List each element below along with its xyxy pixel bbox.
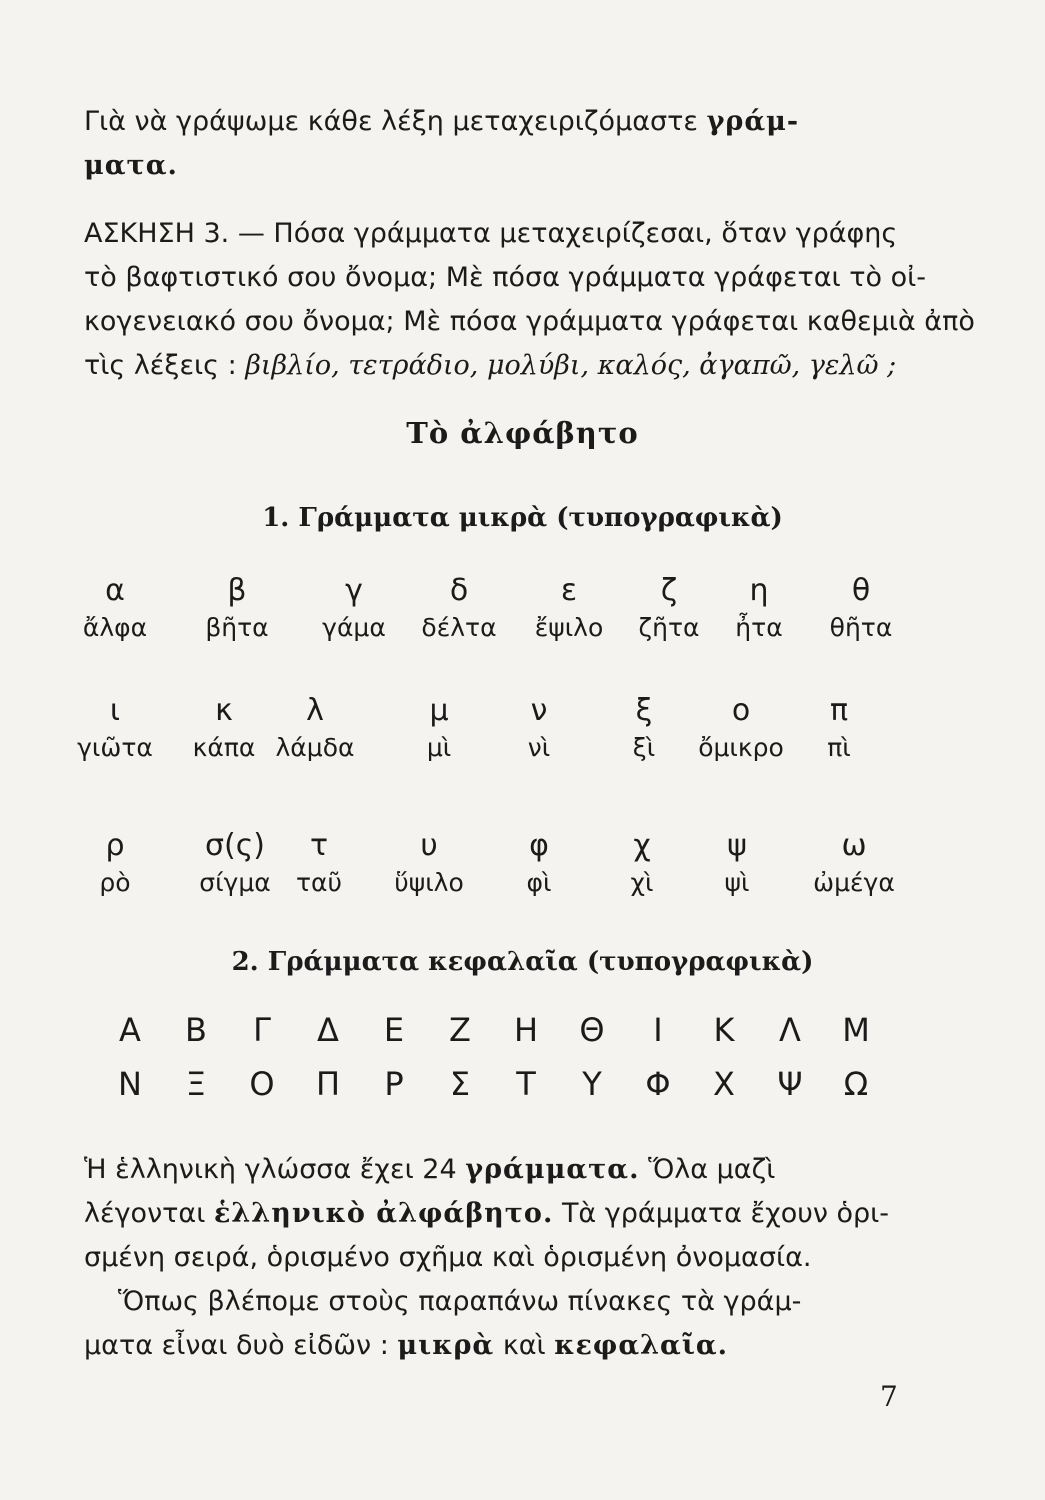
summary-line-3: σμένη σειρά, ὁρισμένο σχῆμα καὶ ὁρισμένη ὀνομασία. [84, 1242, 812, 1273]
letter-glyph: α [105, 573, 125, 608]
summary-bold-term: ἑλληνικὸ ἀλφάβητο. [213, 1198, 554, 1229]
letter-glyph: η [749, 573, 769, 608]
lowercase-row [84, 827, 910, 907]
intro-line-2: ματα. [84, 150, 178, 181]
letter-name: γιῶτα [77, 733, 153, 762]
summary-text: λέγονται [84, 1198, 206, 1229]
letter-glyph: χ [633, 828, 651, 863]
capital-letter: Β [185, 1011, 207, 1049]
exercise-line-3: κογενειακό σου ὄνομα; Μὲ πόσα γράμματα γράφεται καθεμιὰ ἀπὸ [84, 306, 975, 337]
exercise-line-4 [84, 344, 910, 388]
letter-cell [484, 827, 594, 901]
letter-cell [514, 572, 624, 646]
letter-glyph: γ [345, 573, 363, 608]
summary-bold-term: γράμματα. [465, 1154, 640, 1185]
summary-line-2 [84, 1192, 910, 1236]
summary-text: καὶ [502, 1330, 546, 1361]
intro-paragraph [84, 100, 910, 188]
capital-letter: Ε [383, 1011, 405, 1049]
letter-name: ρὸ [99, 868, 131, 897]
capital-letter: Θ [579, 1011, 605, 1049]
letter-cell [484, 692, 594, 766]
letter-glyph: θ [851, 573, 871, 608]
letter-glyph: δ [449, 573, 469, 608]
capital-letter: Χ [713, 1065, 735, 1103]
letter-glyph: τ [309, 828, 329, 863]
capital-letter: Δ [317, 1011, 339, 1049]
capital-letter: Ζ [449, 1011, 471, 1049]
letter-name: λάμδα [275, 733, 355, 762]
capital-letter: Ν [118, 1065, 142, 1103]
letter-glyph: π [829, 693, 849, 728]
letter-cell [682, 827, 792, 901]
letter-glyph: κ [215, 693, 233, 728]
page-number: 7 [880, 1380, 898, 1413]
letter-glyph: ψ [727, 828, 747, 863]
capital-letter: Ο [249, 1065, 275, 1103]
capital-letter: Ρ [384, 1065, 404, 1103]
summary-text: ματα εἶναι δυὸ εἰδῶν : [84, 1330, 389, 1361]
letter-name: δέλτα [421, 613, 497, 642]
letter-name: θῆτα [829, 613, 893, 642]
letter-glyph: ο [731, 693, 751, 728]
capital-letter: Μ [842, 1011, 870, 1049]
letter-cell [384, 692, 494, 766]
capital-letter: Ξ [185, 1065, 207, 1103]
letter-glyph: μ [429, 693, 449, 728]
letter-glyph: ζ [660, 573, 678, 608]
exercise-paragraph [84, 212, 975, 388]
summary-bold-term: κεφαλαῖα. [554, 1330, 729, 1361]
uppercase-row-1 [90, 1007, 880, 1057]
uppercase-section-title: 2. Γράμματα κεφαλαῖα (τυπογραφικὰ) [231, 947, 814, 977]
capital-letter: Π [315, 1065, 341, 1103]
letter-cell [589, 692, 699, 766]
letter-name: γάμα [322, 613, 386, 642]
letter-name: χὶ [630, 868, 654, 897]
letter-name: ἔψιλο [534, 613, 604, 642]
letter-name: ἦτα [735, 613, 783, 642]
letter-cell [264, 827, 374, 901]
letter-cell [60, 827, 170, 901]
summary-paragraph [84, 1148, 910, 1368]
capital-letter: Υ [582, 1065, 602, 1103]
letter-name: σίγμα [199, 868, 271, 897]
capital-letter: Ι [653, 1011, 663, 1049]
capital-letter: Σ [449, 1065, 471, 1103]
letter-glyph: ε [560, 573, 578, 608]
letter-name: ταῦ [296, 868, 342, 897]
letter-name: ξὶ [632, 733, 656, 762]
letter-glyph: ρ [105, 828, 125, 863]
summary-line-1 [84, 1148, 910, 1192]
exercise-line-1: ΑΣΚΗΣΗ 3. — Πόσα γράμματα μεταχειρίζεσαι, ὅταν γράφης [84, 218, 898, 249]
lowercase-row [77, 692, 910, 772]
letter-cell [60, 692, 170, 766]
summary-line-5 [84, 1324, 910, 1368]
capital-letter: Τ [516, 1065, 536, 1103]
letter-glyph: υ [420, 828, 438, 863]
exercise-line-2: τὸ βαφτιστικό σου ὄνομα; Μὲ πόσα γράμματα γράφεται τὸ οἰ- [84, 262, 927, 293]
letter-cell [799, 827, 909, 901]
letter-name: φὶ [526, 868, 552, 897]
letter-cell [784, 692, 894, 766]
summary-bold-term: μικρὰ [397, 1330, 495, 1361]
letter-cell [806, 572, 916, 646]
intro-text: Γιὰ νὰ γράψωμε κάθε λέξη μεταχειριζόμαστε [84, 106, 707, 137]
letter-cell [404, 572, 514, 646]
letter-name: μὶ [426, 733, 452, 762]
exercise-word-list: βιβλίο, τετράδιο, μολύβι, καλός, ἀγαπῶ, γελῶ ; [245, 350, 897, 381]
capital-letter: Ω [843, 1065, 869, 1103]
capital-letter: Ψ [777, 1065, 803, 1103]
intro-line-1 [84, 100, 910, 144]
letter-glyph: φ [529, 828, 549, 863]
letter-cell [260, 692, 370, 766]
capital-letter: Λ [779, 1011, 801, 1049]
summary-text: Τὰ γράμματα ἔχουν ὁρι- [561, 1198, 890, 1229]
capital-letter: Κ [713, 1011, 735, 1049]
lowercase-section-title: 1. Γράμματα μικρὰ (τυπογραφικὰ) [262, 503, 783, 533]
lowercase-row [84, 572, 910, 652]
letter-name: βῆτα [205, 613, 269, 642]
letter-cell [299, 572, 409, 646]
letter-name: ὄμικρο [698, 733, 784, 762]
letter-glyph: β [227, 573, 247, 608]
letter-glyph: ξ [635, 693, 653, 728]
letter-name: ψὶ [724, 868, 750, 897]
summary-line-4: Ὅπως βλέπομε στοὺς παραπάνω πίνακες τὰ γράμ- [118, 1286, 802, 1317]
letter-glyph: λ [306, 693, 324, 728]
letter-cell [587, 827, 697, 901]
exercise-prefix: τὶς λέξεις : [84, 350, 237, 381]
capital-letter: Φ [645, 1065, 671, 1103]
letter-cell [60, 572, 170, 646]
letter-name: ἄλφα [82, 613, 148, 642]
letter-name: ζῆτα [638, 613, 700, 642]
letter-name: ὠμέγα [813, 868, 895, 897]
letter-cell [686, 692, 796, 766]
letter-glyph: σ(ς) [204, 828, 266, 863]
capital-letter: Γ [253, 1011, 271, 1049]
letter-glyph: ι [109, 693, 121, 728]
letter-cell [374, 827, 484, 901]
letter-glyph: ν [530, 693, 548, 728]
letter-name: πὶ [827, 733, 851, 762]
letter-glyph: ω [841, 828, 867, 863]
uppercase-row-2 [90, 1061, 880, 1111]
intro-bold-word: γράμ- [706, 106, 800, 137]
letter-name: κάπα [192, 733, 256, 762]
letter-cell [182, 572, 292, 646]
letter-name: ὕψιλο [394, 868, 464, 897]
summary-text: Ὅλα μαζὶ [648, 1154, 776, 1185]
capital-letter: Η [513, 1011, 539, 1049]
letter-name: νὶ [527, 733, 551, 762]
alphabet-title: Τὸ ἀλφάβητο [406, 416, 639, 450]
letter-cell [704, 572, 814, 646]
summary-text: Ἡ ἑλληνικὴ γλώσσα ἔχει 24 [84, 1154, 457, 1185]
capital-letter: Α [119, 1011, 141, 1049]
